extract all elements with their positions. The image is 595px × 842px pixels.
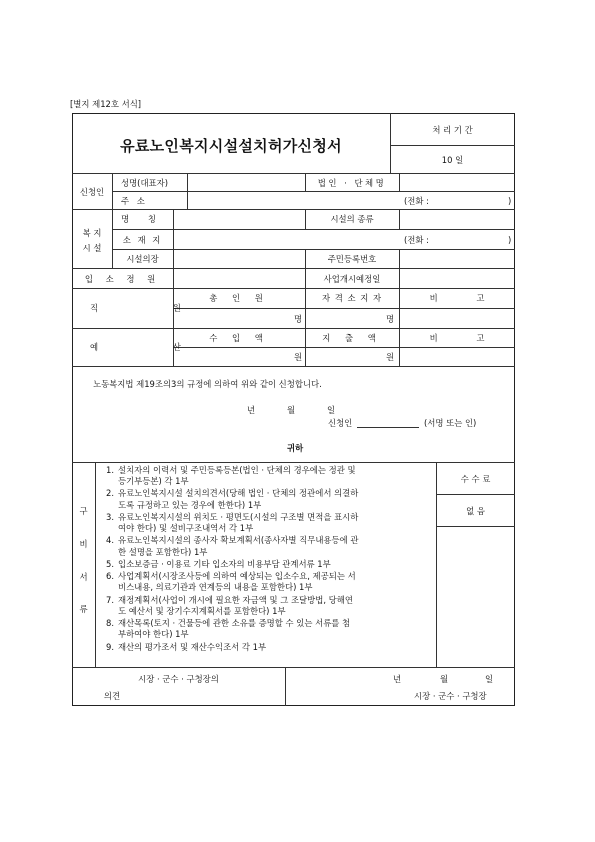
capacity-label: 입 소 정 원 — [84, 274, 161, 284]
facility-name-field[interactable] — [174, 210, 304, 228]
row-line — [72, 366, 515, 367]
document-item — [106, 559, 436, 570]
signature-suffix: (서명 또는 인) — [424, 418, 477, 428]
document-line: 설치자의 이력서 및 주민등록등본(법인 · 단체의 경우에는 정관 및 — [118, 465, 356, 475]
document-item — [106, 488, 436, 510]
staff-certified-unit: 명 — [386, 314, 395, 324]
document-line: 유료노인복지시설 설치의견서(당해 법인 · 단체의 정관에서 의결하 — [118, 488, 359, 499]
signature-label: 신청인 — [328, 418, 353, 428]
budget-income-field[interactable] — [174, 348, 290, 365]
col-line — [285, 667, 286, 706]
date-day: 일 — [327, 405, 336, 415]
staff-label: 직 원 — [90, 303, 217, 313]
row-line — [436, 526, 515, 527]
document-item — [106, 535, 436, 557]
facility-location-label: 소 재 지 — [122, 235, 163, 245]
documents-label-2: 비 — [79, 539, 88, 549]
opinion-signer: 시장 · 군수 · 구청장 — [414, 691, 487, 701]
opinion-field[interactable] — [152, 668, 284, 705]
documents-label-4: 류 — [79, 604, 88, 614]
budget-income-label: 수 입 액 — [209, 333, 269, 343]
budget-expense-unit: 원 — [386, 352, 395, 362]
documents-list — [106, 465, 436, 654]
document-number: 1. — [106, 465, 114, 475]
applicant-address-field[interactable] — [188, 192, 398, 208]
col-line — [436, 462, 437, 667]
document-line: 등기부등본) 각 1부 — [118, 476, 189, 487]
col-line — [95, 462, 96, 667]
facility-location-field[interactable] — [174, 230, 398, 248]
applicant-section-label: 신청인 — [79, 187, 105, 197]
document-line: 부하여야 한다) 1부 — [118, 629, 189, 640]
budget-label: 예 산 — [90, 342, 217, 352]
document-number: 9. — [106, 641, 114, 652]
processing-period-label: 처 리 기 간 — [432, 125, 473, 135]
document-line: 도 예산서 및 장기수지계획서를 포함한다) 1부 — [118, 605, 286, 616]
processing-period-value: 10 일 — [441, 155, 464, 165]
budget-income-unit: 원 — [294, 352, 303, 362]
document-line: 재산의 평가조서 및 재산수익조서 각 1부 — [118, 641, 267, 652]
document-line: 비스내용, 의료기관과 연계등의 내용을 포함한다) 1부 — [118, 582, 313, 593]
facility-name-label: 명 칭 — [121, 214, 164, 224]
document-item — [106, 465, 436, 487]
row-line — [72, 288, 515, 289]
document-item — [106, 595, 436, 617]
form-number-label: [별지 제12호 서식] — [70, 99, 142, 109]
staff-certified-label: 자 격 소 지 자 — [321, 293, 383, 303]
budget-expense-label: 지 출 액 — [322, 333, 382, 343]
document-number: 3. — [106, 511, 114, 522]
signature-line[interactable] — [357, 418, 419, 428]
budget-note-field[interactable] — [400, 348, 514, 365]
staff-note-field[interactable] — [400, 309, 514, 327]
applicant-name-label: 성명(대표자) — [121, 178, 168, 188]
facility-director-label: 시설의장 — [126, 254, 159, 264]
facility-type-label: 시설의 종류 — [330, 214, 374, 224]
fee-label: 수 수 료 — [460, 474, 491, 484]
document-line: 한 설명을 포함한다) 1부 — [118, 546, 208, 557]
form-title: 유료노인복지시설설치허가신청서 — [120, 137, 342, 155]
document-number: 4. — [106, 535, 114, 546]
document-item — [106, 512, 436, 534]
declaration-text: 노동복지법 제19조의3의 규정에 의하여 위와 같이 신청합니다. — [93, 379, 322, 389]
opinion-year: 년 — [393, 674, 402, 684]
document-line: 사업계획서(시장조사등에 의하여 예상되는 입소수요, 제공되는 서 — [118, 571, 356, 582]
staff-total-unit: 명 — [294, 314, 303, 324]
documents-label-3: 서 — [79, 572, 88, 582]
row-line — [436, 494, 515, 495]
row-line — [72, 328, 515, 329]
document-item — [106, 571, 436, 593]
applicant-phone-close: ) — [508, 196, 512, 206]
corporation-name-field[interactable] — [400, 174, 514, 190]
document-line: 도록 규정하고 있는 경우에 한한다) 1부 — [118, 499, 262, 510]
documents-label-1: 구 — [79, 506, 88, 516]
corporation-name-label: 법인 · 단체명 — [317, 178, 387, 188]
processing-divider — [390, 145, 515, 146]
opinion-label-2: 의견 — [103, 691, 121, 701]
document-line: 재정계획서(사업이 개시에 필요한 자금액 및 그 조달방법, 당해연 — [118, 594, 353, 605]
document-line: 유료노인복지시설의 위치도 · 평면도(시설의 구조별 면적을 표시하 — [118, 511, 359, 522]
document-number: 2. — [106, 488, 114, 499]
document-item — [106, 642, 436, 653]
facility-director-field[interactable] — [174, 250, 304, 267]
applicant-phone-label: (전화 : — [404, 196, 429, 206]
row-line — [72, 667, 515, 668]
staff-note-label: 비 고 — [429, 293, 503, 303]
budget-expense-field[interactable] — [306, 348, 384, 365]
row-line — [72, 462, 515, 463]
opinion-month: 월 — [440, 674, 449, 684]
document-line: 유료노인복지시설의 종사자 확보계획서(종사자별 직무내용등에 관 — [118, 535, 359, 546]
date-year: 년 — [247, 405, 256, 415]
facility-phone-label: (전화 : — [404, 235, 429, 245]
opinion-label-1: 시장 · 군수 · 구청장의 — [138, 674, 219, 684]
document-line: 입소보증금 · 이용료 기타 입소자의 비용부담 관계서류 1부 — [118, 558, 331, 569]
staff-total-label: 총 인 원 — [209, 293, 269, 303]
facility-section-label-1: 복 지 — [82, 228, 102, 238]
date-month: 월 — [287, 405, 296, 415]
resident-number-label: 주민등록번호 — [327, 254, 377, 264]
opinion-day: 일 — [485, 674, 494, 684]
document-number: 8. — [106, 618, 114, 629]
capacity-field[interactable] — [174, 269, 304, 287]
budget-note-label: 비 고 — [429, 333, 503, 343]
document-line: 여야 한다) 및 설비구조내역서 각 1부 — [118, 523, 254, 534]
resident-number-field[interactable] — [400, 250, 514, 267]
col-line — [112, 173, 113, 209]
document-number: 7. — [106, 594, 114, 605]
addressee: 귀하 — [287, 443, 304, 453]
document-number: 5. — [106, 558, 114, 569]
facility-type-field[interactable] — [400, 210, 514, 228]
applicant-name-field[interactable] — [188, 174, 304, 190]
opening-date-field[interactable] — [400, 269, 514, 287]
staff-total-field[interactable] — [174, 309, 290, 327]
opening-date-label: 사업개시예정일 — [323, 274, 381, 284]
document-item — [106, 618, 436, 640]
document-line: 재산목록(토지 · 건물등에 관한 소유를 증명할 수 있는 서류를 첨 — [118, 618, 351, 629]
staff-certified-field[interactable] — [306, 309, 384, 327]
facility-section-label-2: 시 설 — [82, 243, 102, 253]
applicant-address-label: 주 소 — [121, 196, 148, 206]
document-number: 6. — [106, 571, 114, 582]
facility-phone-close: ) — [508, 235, 512, 245]
fee-value: 없 음 — [466, 506, 485, 516]
